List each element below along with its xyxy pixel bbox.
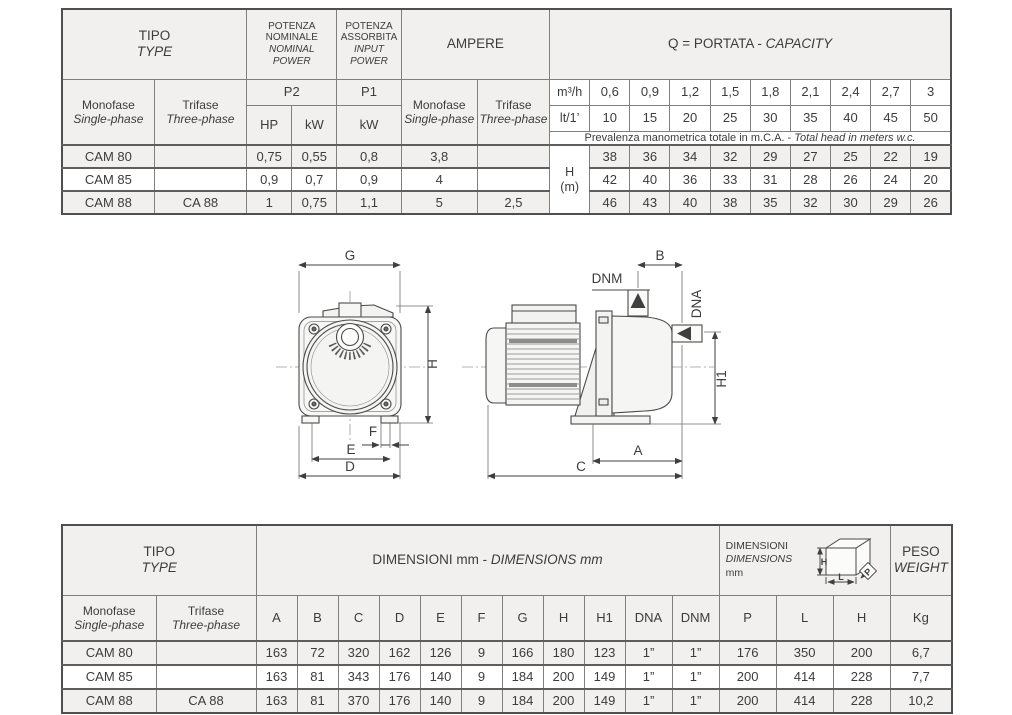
column-header: P xyxy=(719,595,776,641)
data-cell: 9 xyxy=(461,641,502,665)
tipo-label: TIPO xyxy=(138,28,171,44)
head-unit-cell xyxy=(550,145,590,214)
base-plate xyxy=(571,416,650,424)
single-phase-label: Single-phase xyxy=(404,111,475,126)
input-power-line1: INPUT xyxy=(354,44,384,56)
model-trifase-cell: CA 88 xyxy=(154,191,246,214)
data-cell: 176 xyxy=(719,641,776,665)
data-cell: 149 xyxy=(584,665,625,689)
m3h-value: 3 xyxy=(911,79,951,105)
box-dimensions-header xyxy=(719,525,890,595)
data-cell: 180 xyxy=(543,641,584,665)
data-cell: 163 xyxy=(256,641,297,665)
data-cell: 22 xyxy=(871,145,911,168)
capacity-header xyxy=(550,9,951,79)
tipo-header xyxy=(62,9,247,79)
table-row xyxy=(62,145,951,168)
weight-label: WEIGHT xyxy=(893,560,948,576)
pump-technical-drawing xyxy=(0,233,1012,493)
column-header: A xyxy=(256,595,297,641)
head-label-m: (m) xyxy=(560,179,580,194)
trifase-header xyxy=(154,79,246,145)
m3h-value: 0,9 xyxy=(630,79,670,105)
trifase-header xyxy=(156,595,256,641)
nominal-power-line2: POWER xyxy=(272,56,311,68)
data-cell: 126 xyxy=(420,641,461,665)
head-label-h: H xyxy=(565,165,575,180)
data-cell: 38 xyxy=(590,145,630,168)
model-trifase-cell xyxy=(154,145,246,168)
peso-header xyxy=(890,525,952,595)
data-cell: 1,1 xyxy=(337,191,401,214)
data-cell: 0,55 xyxy=(292,145,337,168)
m3h-value: 0,6 xyxy=(590,79,630,105)
trifase-label: Trifase xyxy=(187,603,225,618)
potenza-assorbita-line1: POTENZA xyxy=(345,20,393,32)
data-cell xyxy=(477,145,549,168)
data-cell: 0,7 xyxy=(292,168,337,191)
motor-end-cap xyxy=(486,328,506,403)
hp-header: HP xyxy=(247,105,292,145)
tipo-label: TIPO xyxy=(143,544,176,560)
data-cell: 35 xyxy=(750,191,790,214)
flange-bolt-bottom xyxy=(599,399,608,405)
column-header: F xyxy=(461,595,502,641)
data-cell: 10,2 xyxy=(890,689,952,713)
data-cell: 370 xyxy=(338,689,379,713)
data-cell: 9 xyxy=(461,689,502,713)
type-label: TYPE xyxy=(136,44,173,60)
box-l-label: L xyxy=(837,572,844,583)
model-cell: CAM 85 xyxy=(62,665,156,689)
handle-block xyxy=(339,303,361,317)
data-cell: 29 xyxy=(750,145,790,168)
capacity-label: CAPACITY xyxy=(765,36,833,52)
model-cell: CAM 88 xyxy=(62,689,156,713)
data-cell: 40 xyxy=(670,191,710,214)
data-cell: 414 xyxy=(776,689,833,713)
trifase-label: Trifase xyxy=(495,97,532,112)
data-cell: 0,9 xyxy=(247,168,292,191)
column-header: D xyxy=(379,595,420,641)
m3h-value: 1,8 xyxy=(750,79,790,105)
data-cell: 414 xyxy=(776,665,833,689)
data-cell: 81 xyxy=(297,689,338,713)
dim-label-e: E xyxy=(346,442,356,457)
column-header: Kg xyxy=(890,595,952,641)
data-cell: 200 xyxy=(719,689,776,713)
dim-label-b: B xyxy=(655,248,665,263)
performance-table xyxy=(61,8,952,215)
prevalenza-label: Prevalenza manometrica totale in m.C.A. - xyxy=(584,131,795,144)
m3h-value: 1,5 xyxy=(710,79,750,105)
data-cell: 1 xyxy=(247,191,292,214)
data-cell: 72 xyxy=(297,641,338,665)
ampere-trifase-header xyxy=(477,79,549,145)
data-cell: 36 xyxy=(630,145,670,168)
three-phase-label: Three-phase xyxy=(479,111,548,126)
data-cell: 184 xyxy=(502,689,543,713)
dim-label-a: A xyxy=(633,443,643,458)
m3h-value: 2,4 xyxy=(830,79,870,105)
pump-foot-right xyxy=(381,416,398,423)
input-power-line2: POWER xyxy=(350,56,388,68)
lt-value: 10 xyxy=(590,105,630,131)
model-cell: CAM 80 xyxy=(62,641,156,665)
tie-rod-bottom xyxy=(509,383,577,387)
total-head-note xyxy=(550,131,951,145)
dimensions-label: DIMENSIONS mm xyxy=(490,552,603,568)
dim-label-dnm: DNM xyxy=(591,271,623,286)
data-cell: 26 xyxy=(830,168,870,191)
potenza-assorbita-header xyxy=(337,9,401,79)
nominal-power-line1: NOMINAL xyxy=(268,44,315,56)
column-header: H1 xyxy=(584,595,625,641)
model-cell: CAM 80 xyxy=(62,145,154,168)
data-cell: 27 xyxy=(790,145,830,168)
data-cell: 200 xyxy=(543,665,584,689)
data-cell: 42 xyxy=(590,168,630,191)
data-cell: 140 xyxy=(420,665,461,689)
table-row xyxy=(62,641,952,665)
data-cell: 163 xyxy=(256,665,297,689)
potenza-nominale-header xyxy=(247,9,337,79)
model-cell: CAM 88 xyxy=(62,191,154,214)
data-cell: 1” xyxy=(672,689,719,713)
pump-foot-left xyxy=(302,416,319,423)
column-header: H xyxy=(833,595,890,641)
data-cell: 34 xyxy=(670,145,710,168)
portata-label: Q = PORTATA - xyxy=(667,36,766,52)
data-cell: 2,5 xyxy=(477,191,549,214)
package-box-icon xyxy=(812,532,884,588)
model-trifase-cell xyxy=(156,641,256,665)
data-cell: 163 xyxy=(256,689,297,713)
potenza-nominale-line2: NOMINALE xyxy=(265,32,318,44)
data-cell: 343 xyxy=(338,665,379,689)
potenza-assorbita-line2: ASSORBITA xyxy=(340,32,398,44)
data-cell: 31 xyxy=(750,168,790,191)
data-cell: 26 xyxy=(911,191,951,214)
model-trifase-cell xyxy=(156,665,256,689)
column-header: H xyxy=(543,595,584,641)
lt-value: 15 xyxy=(630,105,670,131)
dimensions-table xyxy=(61,524,953,714)
data-cell: 38 xyxy=(710,191,750,214)
data-cell: 200 xyxy=(543,689,584,713)
dimensions-mm-header xyxy=(256,525,719,595)
data-cell: 162 xyxy=(379,641,420,665)
data-cell: 0,75 xyxy=(292,191,337,214)
lt-value: 40 xyxy=(830,105,870,131)
dim-label-c: C xyxy=(576,459,586,474)
table-row xyxy=(62,689,952,713)
dim-label-f: F xyxy=(368,424,378,439)
column-header: E xyxy=(420,595,461,641)
monofase-label: Monofase xyxy=(412,97,466,112)
data-cell: 9 xyxy=(461,665,502,689)
m3h-value: 2,1 xyxy=(790,79,830,105)
monofase-label: Monofase xyxy=(82,97,135,112)
data-cell: 200 xyxy=(719,665,776,689)
table-row xyxy=(62,665,952,689)
lt-value: 35 xyxy=(790,105,830,131)
data-cell: 29 xyxy=(871,191,911,214)
data-cell: 33 xyxy=(710,168,750,191)
data-cell: 1” xyxy=(672,641,719,665)
data-cell: 4 xyxy=(401,168,477,191)
table-row xyxy=(62,191,951,214)
column-header: DNM xyxy=(672,595,719,641)
data-cell: 0,75 xyxy=(247,145,292,168)
data-cell: 30 xyxy=(830,191,870,214)
data-cell: 24 xyxy=(871,168,911,191)
dim-label-g: G xyxy=(344,248,356,263)
column-header: C xyxy=(338,595,379,641)
data-cell: 19 xyxy=(911,145,951,168)
peso-label: PESO xyxy=(902,544,940,560)
table-row xyxy=(62,168,951,191)
dimensioni-label: DIMENSIONI mm - xyxy=(372,552,491,568)
data-cell: 176 xyxy=(379,665,420,689)
data-cell: 28 xyxy=(790,168,830,191)
lt-value: 30 xyxy=(750,105,790,131)
dim-label-h1: H1 xyxy=(714,370,729,388)
data-cell: 40 xyxy=(630,168,670,191)
box-dim-line1: DIMENSIONI xyxy=(725,539,789,552)
dim-label-d: D xyxy=(345,459,355,474)
data-cell: 149 xyxy=(584,689,625,713)
data-cell: 228 xyxy=(833,689,890,713)
model-trifase-cell xyxy=(154,168,246,191)
filler-plug xyxy=(337,324,364,351)
monofase-label: Monofase xyxy=(82,603,136,618)
data-cell: 200 xyxy=(833,641,890,665)
data-cell: 20 xyxy=(911,168,951,191)
m3h-value: 2,7 xyxy=(871,79,911,105)
column-header: L xyxy=(776,595,833,641)
data-cell: 32 xyxy=(790,191,830,214)
data-cell: 1” xyxy=(625,689,672,713)
box-dim-line2: DIMENSIONS xyxy=(725,553,793,566)
single-phase-label: Single-phase xyxy=(74,617,145,632)
data-cell: 1” xyxy=(625,641,672,665)
column-header: G xyxy=(502,595,543,641)
data-cell: 6,7 xyxy=(890,641,952,665)
lt-value: 25 xyxy=(710,105,750,131)
data-cell: 176 xyxy=(379,689,420,713)
three-phase-label: Three-phase xyxy=(166,111,235,126)
lt-value: 50 xyxy=(911,105,951,131)
potenza-nominale-line1: POTENZA xyxy=(268,20,316,32)
column-header: B xyxy=(297,595,338,641)
data-cell: 320 xyxy=(338,641,379,665)
trifase-label: Trifase xyxy=(182,97,219,112)
terminal-box xyxy=(512,305,576,325)
single-phase-label: Single-phase xyxy=(73,111,144,126)
three-phase-label: Three-phase xyxy=(171,617,241,632)
lt-value: 45 xyxy=(871,105,911,131)
dim-label-dna: DNA xyxy=(689,289,704,319)
pump-front-view xyxy=(299,303,401,423)
column-header: DNA xyxy=(625,595,672,641)
box-h-label: H xyxy=(820,557,827,568)
data-cell: 81 xyxy=(297,665,338,689)
lt-value: 20 xyxy=(670,105,710,131)
data-cell: 7,7 xyxy=(890,665,952,689)
box-p-label: P xyxy=(861,566,874,578)
type-label: TYPE xyxy=(141,560,177,576)
model-trifase-cell: CA 88 xyxy=(156,689,256,713)
data-cell: 25 xyxy=(830,145,870,168)
dim-label-h: H xyxy=(425,359,440,369)
data-cell: 0,9 xyxy=(337,168,401,191)
data-cell: 0,8 xyxy=(337,145,401,168)
data-cell: 1” xyxy=(672,665,719,689)
data-cell: 123 xyxy=(584,641,625,665)
monofase-header xyxy=(62,79,154,145)
kw-header: kW xyxy=(292,105,337,145)
ampere-monofase-header xyxy=(401,79,477,145)
model-cell: CAM 85 xyxy=(62,168,154,191)
data-cell: 140 xyxy=(420,689,461,713)
data-cell: 184 xyxy=(502,665,543,689)
data-cell: 1” xyxy=(625,665,672,689)
total-head-label: Total head in meters w.c. xyxy=(794,131,916,144)
data-cell: 350 xyxy=(776,641,833,665)
pump-side-view xyxy=(486,290,702,424)
p2-header: P2 xyxy=(247,79,337,105)
box-dim-line3: mm xyxy=(725,567,744,580)
p1-kw-header: kW xyxy=(337,105,401,145)
m3h-value: 1,2 xyxy=(670,79,710,105)
ampere-header: AMPERE xyxy=(401,9,549,79)
data-cell: 43 xyxy=(630,191,670,214)
data-cell: 228 xyxy=(833,665,890,689)
flange-bolt-top xyxy=(599,317,608,323)
pump-casing xyxy=(612,316,672,413)
data-cell: 46 xyxy=(590,191,630,214)
data-cell: 166 xyxy=(502,641,543,665)
monofase-header xyxy=(62,595,156,641)
tie-rod-top xyxy=(509,339,577,343)
data-cell: 32 xyxy=(710,145,750,168)
tipo-header xyxy=(62,525,256,595)
data-cell: 3,8 xyxy=(401,145,477,168)
lt-unit-label: lt/1’ xyxy=(550,105,590,131)
p1-header: P1 xyxy=(337,79,401,105)
data-cell: 36 xyxy=(670,168,710,191)
data-cell: 5 xyxy=(401,191,477,214)
m3h-unit-label: m³/h xyxy=(550,79,590,105)
data-cell xyxy=(477,168,549,191)
